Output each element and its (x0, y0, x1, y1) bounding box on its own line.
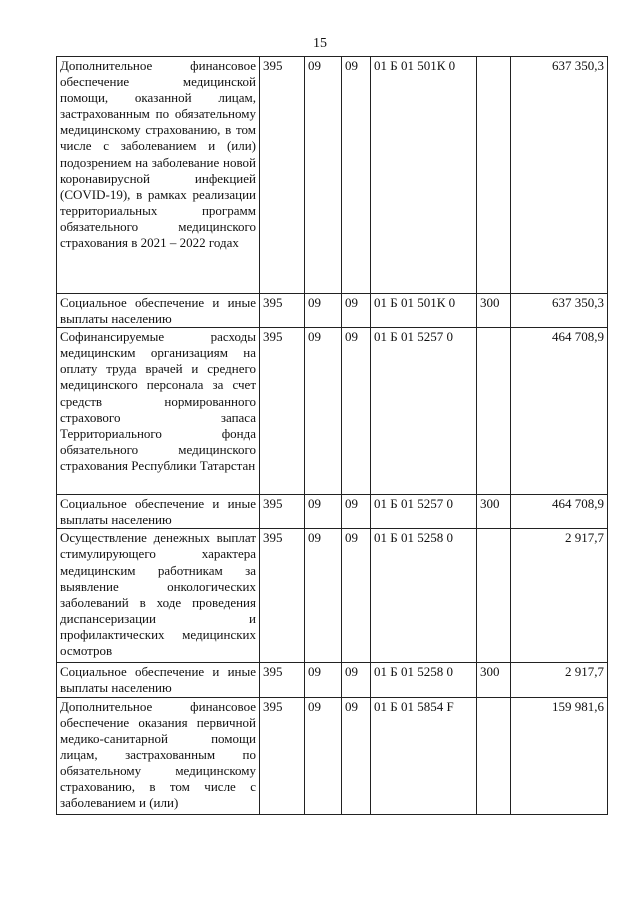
amount: 637 350,3 (511, 57, 608, 294)
expense-type-code: 300 (477, 663, 511, 697)
target-article-code: 01 Б 01 5257 0 (371, 495, 477, 529)
budget-table (56, 56, 608, 815)
section-code: 09 (305, 697, 342, 814)
table-row (57, 294, 608, 328)
table-row (57, 697, 608, 814)
amount: 2 917,7 (511, 663, 608, 697)
expense-name: Софинансируемые расходы медицинским организациям на оплату труда врачей и среднего медицинского персонала за счет средств нормированного страхового запаса Территориального фонда обязательного медицинского страхования Республики Татарстан (57, 328, 260, 495)
table-row (57, 57, 608, 294)
expense-name: Социальное обеспечение и иные выплаты населению (57, 294, 260, 328)
expense-name: Дополнительное финансовое обеспечение оказания первичной медико-санитарной помощи лицам, застрахованным по обязательному медицинскому страхованию, в том числе с заболеванием и (или) (57, 697, 260, 814)
target-article-code: 01 Б 01 5257 0 (371, 328, 477, 495)
table-row (57, 495, 608, 529)
expense-name: Социальное обеспечение и иные выплаты населению (57, 495, 260, 529)
subsection-code: 09 (342, 697, 371, 814)
section-code: 09 (305, 328, 342, 495)
ministry-code: 395 (260, 663, 305, 697)
target-article-code: 01 Б 01 5258 0 (371, 529, 477, 663)
section-code: 09 (305, 663, 342, 697)
ministry-code: 395 (260, 495, 305, 529)
amount: 464 708,9 (511, 328, 608, 495)
expense-type-code: 300 (477, 495, 511, 529)
expense-type-code (477, 57, 511, 294)
target-article-code: 01 Б 01 501К 0 (371, 57, 477, 294)
section-code: 09 (305, 495, 342, 529)
section-code: 09 (305, 294, 342, 328)
subsection-code: 09 (342, 529, 371, 663)
ministry-code: 395 (260, 328, 305, 495)
expense-type-code (477, 328, 511, 495)
subsection-code: 09 (342, 663, 371, 697)
subsection-code: 09 (342, 294, 371, 328)
table-row (57, 328, 608, 495)
amount: 464 708,9 (511, 495, 608, 529)
amount: 159 981,6 (511, 697, 608, 814)
amount: 637 350,3 (511, 294, 608, 328)
ministry-code: 395 (260, 57, 305, 294)
target-article-code: 01 Б 01 5258 0 (371, 663, 477, 697)
subsection-code: 09 (342, 328, 371, 495)
ministry-code: 395 (260, 294, 305, 328)
section-code: 09 (305, 57, 342, 294)
expense-name: Социальное обеспечение и иные выплаты населению (57, 663, 260, 697)
table-row (57, 663, 608, 697)
ministry-code: 395 (260, 529, 305, 663)
subsection-code: 09 (342, 57, 371, 294)
subsection-code: 09 (342, 495, 371, 529)
target-article-code: 01 Б 01 501К 0 (371, 294, 477, 328)
expense-name: Осуществление денежных выплат стимулирующего характера медицинским работникам за выявление онкологических заболеваний в ходе проведения диспансеризации и профилактических медицинских осмотров (57, 529, 260, 663)
expense-type-code (477, 529, 511, 663)
expense-type-code: 300 (477, 294, 511, 328)
section-code: 09 (305, 529, 342, 663)
expense-type-code (477, 697, 511, 814)
ministry-code: 395 (260, 697, 305, 814)
expense-name: Дополнительное финансовое обеспечение медицинской помощи, оказанной лицам, застрахованным по обязательному медицинскому страхованию, в том числе с заболеванием и (или) подозрением на заболевание новой коронавирусной инфекцией (COVID-19), в рамках реализации территориальных программ обязательного медицинского страхования в 2021 – 2022 годах (57, 57, 260, 294)
table-row (57, 529, 608, 663)
amount: 2 917,7 (511, 529, 608, 663)
page-number: 15 (313, 36, 327, 51)
target-article-code: 01 Б 01 5854 F (371, 697, 477, 814)
